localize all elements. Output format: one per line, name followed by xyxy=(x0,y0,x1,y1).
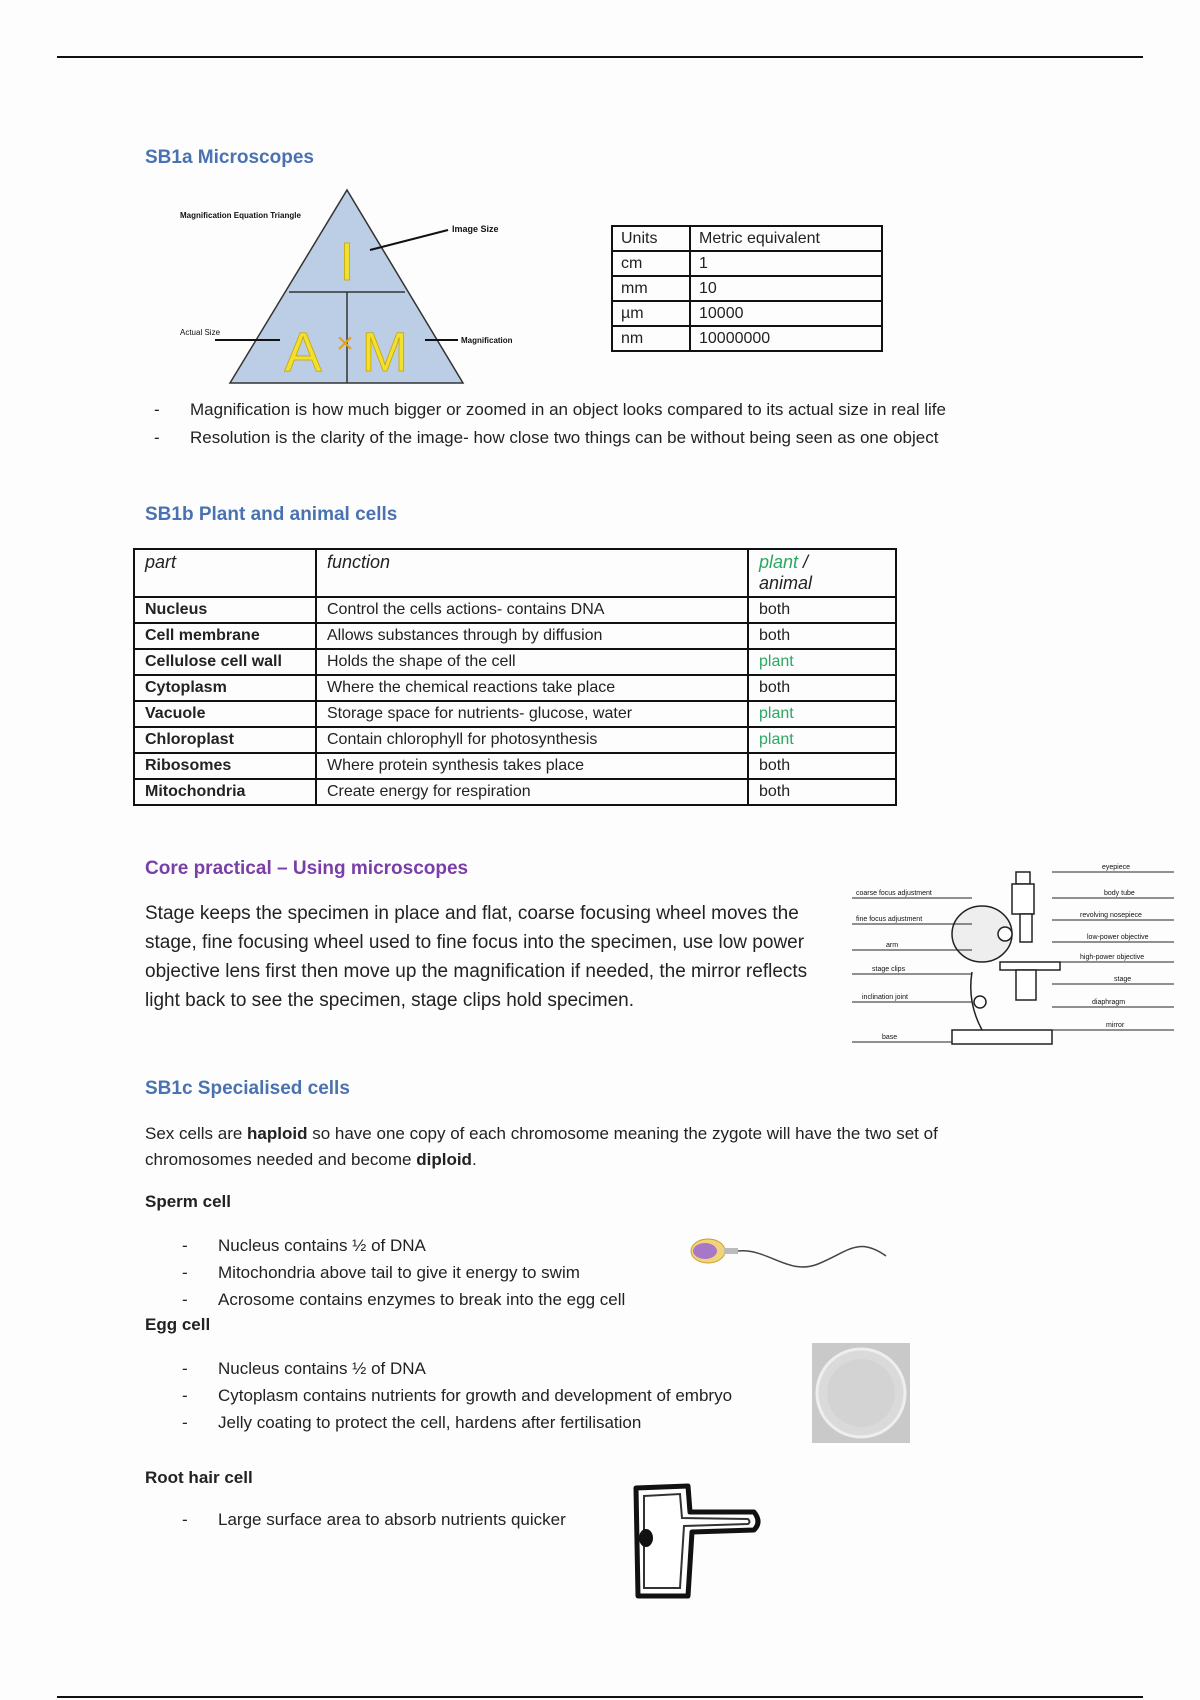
intro-text-b: so have one copy of each chromosome meaning the zygote will have the two set of chromosomes needed and become xyxy=(145,1124,938,1169)
header-slash: / xyxy=(798,552,809,572)
table-header-units: Units xyxy=(612,226,690,251)
label-high-power-objective: high-power objective xyxy=(1080,954,1145,961)
sperm-cell-image xyxy=(688,1236,888,1276)
label-revolving-nosepiece: revolving nosepiece xyxy=(1080,912,1142,919)
table-cell-type: both xyxy=(748,597,896,623)
table-row xyxy=(612,276,882,301)
triangle-right-letter: M xyxy=(361,320,409,383)
label-coarse-focus: coarse focus adjustment xyxy=(856,890,932,897)
table-row xyxy=(134,779,896,805)
label-diaphragm: diaphragm xyxy=(1092,999,1126,1006)
header-animal: animal xyxy=(759,573,813,593)
label-stage: stage xyxy=(1114,976,1132,983)
label-inclination-joint: inclination joint xyxy=(862,994,908,1001)
table-cell: nm xyxy=(612,326,690,351)
table-cell-part: Cell membrane xyxy=(134,623,316,649)
sperm-bullets xyxy=(182,1232,682,1313)
egg-bullets xyxy=(182,1355,802,1436)
header-plant: plant xyxy=(759,552,799,572)
table-cell-type: both xyxy=(748,753,896,779)
list-item: - Resolution is the clarity of the image- how close two things can be without being seen as one object xyxy=(154,424,1054,452)
cells-table xyxy=(133,548,897,806)
core-paragraph: Stage keeps the specimen in place and flat, coarse focusing wheel moves the stage, fine focusing wheel used to fine focus into the specimen, use low power objective lens first then move up the magnification if needed, the mirror reflects light back to see the specimen, stage clips hold specimen. xyxy=(145,903,808,1011)
table-row xyxy=(134,753,896,779)
table-cell-part: Vacuole xyxy=(134,701,316,727)
sb1c-intro xyxy=(145,1121,1045,1173)
microscope-diagram xyxy=(852,862,1174,1054)
list-item: - Acrosome contains enzymes to break into the egg cell xyxy=(182,1286,682,1313)
root-hair-cell-image xyxy=(630,1482,762,1602)
root-title: Root hair cell xyxy=(145,1468,253,1487)
table-cell-function: Allows substances through by diffusion xyxy=(316,623,748,649)
units-table xyxy=(611,225,883,352)
triangle-times: × xyxy=(336,327,354,360)
label-image-size: Image Size xyxy=(452,224,499,234)
bottom-rule xyxy=(57,1696,1143,1698)
table-cell-type: plant xyxy=(748,649,896,675)
table-cell-function: Storage space for nutrients- glucose, water xyxy=(316,701,748,727)
table-header-metric: Metric equivalent xyxy=(690,226,882,251)
root-bullets xyxy=(182,1506,632,1534)
list-item: - Jelly coating to protect the cell, hardens after fertilisation xyxy=(182,1409,802,1436)
table-cell-function: Create energy for respiration xyxy=(316,779,748,805)
table-cell-part: Cellulose cell wall xyxy=(134,649,316,675)
table-cell-type: plant xyxy=(748,701,896,727)
triangle-top-letter: I xyxy=(339,232,355,292)
table-cell-function: Where the chemical reactions take place xyxy=(316,675,748,701)
sb1a-bullets xyxy=(154,396,1054,452)
label-arm: arm xyxy=(886,942,899,949)
table-row xyxy=(134,623,896,649)
label-mirror: mirror xyxy=(1106,1022,1125,1029)
label-magnification: Magnification xyxy=(461,336,513,345)
label-base: base xyxy=(882,1034,898,1041)
intro-text-a: Sex cells are xyxy=(145,1124,248,1143)
table-cell: 10 xyxy=(690,276,882,301)
label-fine-focus: fine focus adjustment xyxy=(856,916,923,923)
table-cell-type: plant xyxy=(748,727,896,753)
list-item: - Nucleus contains ½ of DNA xyxy=(182,1355,802,1382)
egg-title: Egg cell xyxy=(145,1315,211,1334)
table-row xyxy=(134,675,896,701)
triangle-title: Magnification Equation Triangle xyxy=(180,211,301,220)
table-cell-function: Control the cells actions- contains DNA xyxy=(316,597,748,623)
label-actual-size: Actual Size xyxy=(180,328,221,337)
label-eyepiece: eyepiece xyxy=(1102,864,1131,871)
label-body-tube: body tube xyxy=(1104,890,1135,897)
label-stage-clips: stage clips xyxy=(872,966,906,973)
list-item: - Large surface area to absorb nutrients quicker xyxy=(182,1506,632,1534)
sperm-title: Sperm cell xyxy=(145,1192,231,1211)
table-cell-type: both xyxy=(748,779,896,805)
table-row xyxy=(612,226,882,251)
table-cell-type: both xyxy=(748,675,896,701)
list-item: - Mitochondria above tail to give it energy to swim xyxy=(182,1259,682,1286)
sb1c-heading: SB1c Specialised cells xyxy=(145,1078,350,1099)
table-cell: mm xyxy=(612,276,690,301)
intro-text-c: . xyxy=(471,1150,477,1169)
table-cell-function: Where protein synthesis takes place xyxy=(316,753,748,779)
table-cell: 1 xyxy=(690,251,882,276)
table-cell-part: Cytoplasm xyxy=(134,675,316,701)
table-cell-type: both xyxy=(748,623,896,649)
sb1a-heading: SB1a Microscopes xyxy=(145,147,314,168)
header-part: part xyxy=(134,549,316,597)
magnification-triangle-diagram xyxy=(170,185,550,390)
table-row xyxy=(612,251,882,276)
table-cell-part: Ribosomes xyxy=(134,753,316,779)
core-heading: Core practical – Using microscopes xyxy=(145,858,469,879)
table-row xyxy=(612,326,882,351)
header-function: function xyxy=(316,549,748,597)
table-cell: 10000 xyxy=(690,301,882,326)
intro-haploid: haploid xyxy=(247,1124,308,1143)
table-row xyxy=(134,597,896,623)
table-cell-part: Chloroplast xyxy=(134,727,316,753)
table-cell-part: Mitochondria xyxy=(134,779,316,805)
table-header-row xyxy=(134,549,896,597)
table-cell-part: Nucleus xyxy=(134,597,316,623)
sb1b-heading: SB1b Plant and animal cells xyxy=(145,504,398,525)
table-cell-function: Contain chlorophyll for photosynthesis xyxy=(316,727,748,753)
intro-diploid: diploid xyxy=(416,1150,472,1169)
top-rule xyxy=(57,56,1143,58)
table-row xyxy=(612,301,882,326)
label-low-power-objective: low-power objective xyxy=(1087,934,1149,941)
list-item: - Cytoplasm contains nutrients for growth and development of embryo xyxy=(182,1382,802,1409)
egg-cell-image xyxy=(812,1343,910,1443)
table-row xyxy=(134,727,896,753)
table-row xyxy=(134,649,896,675)
table-cell: µm xyxy=(612,301,690,326)
header-plant-animal xyxy=(748,549,896,597)
triangle-left-letter: A xyxy=(284,320,322,383)
table-cell: 10000000 xyxy=(690,326,882,351)
table-row xyxy=(134,701,896,727)
table-cell: cm xyxy=(612,251,690,276)
list-item: - Magnification is how much bigger or zoomed in an object looks compared to its actual size in real life xyxy=(154,396,1054,424)
list-item: - Nucleus contains ½ of DNA xyxy=(182,1232,682,1259)
table-cell-function: Holds the shape of the cell xyxy=(316,649,748,675)
